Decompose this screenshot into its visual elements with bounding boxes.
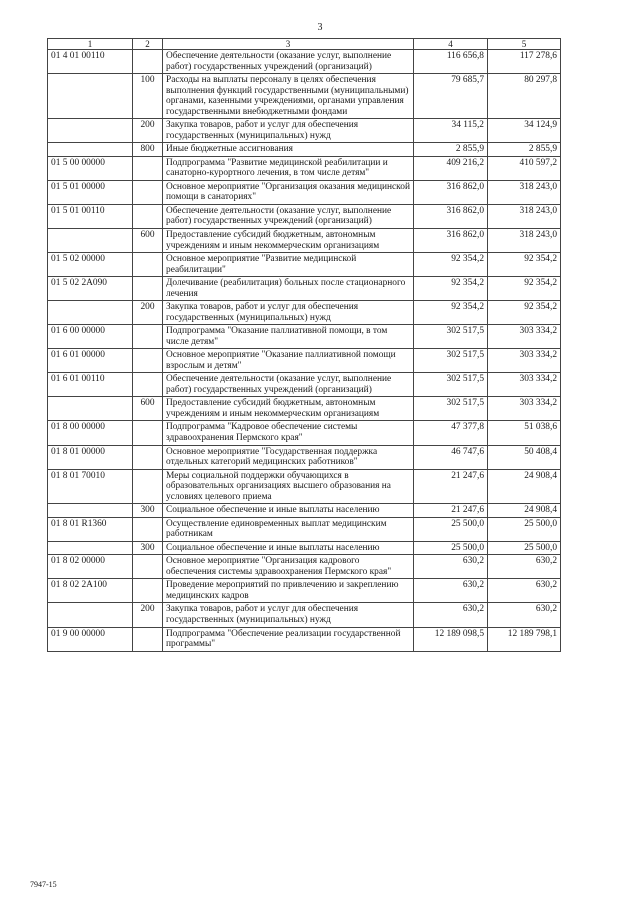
expense-code-cell — [48, 541, 133, 555]
amount-col4-cell: 92 354,2 — [414, 301, 488, 325]
table-row — [48, 603, 561, 627]
table-row — [48, 228, 561, 252]
table-row — [48, 555, 561, 579]
description-cell: Расходы на выплаты персоналу в целях обеспечения выполнения функций государственными (муниципальными) органами, казенными учреждениями, органами управления государственными внебюджетными фондами — [163, 74, 414, 119]
table-row — [48, 517, 561, 541]
expense-code-cell: 01 5 01 00000 — [48, 180, 133, 204]
table-row — [48, 253, 561, 277]
amount-col5-cell: 51 038,6 — [488, 421, 561, 445]
description-cell: Предоставление субсидий бюджетным, автономным учреждениям и иным некоммерческим организациям — [163, 397, 414, 421]
amount-col4-cell: 316 862,0 — [414, 204, 488, 228]
expense-code-cell: 01 5 02 00000 — [48, 253, 133, 277]
expense-code-cell — [48, 143, 133, 157]
description-cell: Подпрограмма "Оказание паллиативной помощи, в том числе детям" — [163, 325, 414, 349]
amount-col5-cell: 12 189 798,1 — [488, 627, 561, 651]
description-cell: Иные бюджетные ассигнования — [163, 143, 414, 157]
description-cell: Закупка товаров, работ и услуг для обеспечения государственных (муниципальных) нужд — [163, 603, 414, 627]
expense-code-cell: 01 8 01 70010 — [48, 469, 133, 504]
amount-col5-cell: 34 124,9 — [488, 119, 561, 143]
footer-code: 7947-15 — [30, 880, 57, 889]
amount-col5-cell: 2 855,9 — [488, 143, 561, 157]
expense-code-cell — [48, 397, 133, 421]
table-row — [48, 469, 561, 504]
expense-type-cell: 200 — [133, 603, 163, 627]
expense-type-cell — [133, 517, 163, 541]
expense-code-cell: 01 8 02 00000 — [48, 555, 133, 579]
expense-type-cell — [133, 180, 163, 204]
amount-col5-cell: 24 908,4 — [488, 504, 561, 518]
description-cell: Основное мероприятие "Государственная поддержка отдельных категорий медицинских работников" — [163, 445, 414, 469]
table-row — [48, 119, 561, 143]
amount-col5-cell: 410 597,2 — [488, 156, 561, 180]
amount-col4-cell: 630,2 — [414, 579, 488, 603]
expense-type-cell — [133, 325, 163, 349]
column-header-1: 1 — [48, 39, 133, 50]
amount-col5-cell: 50 408,4 — [488, 445, 561, 469]
table-row — [48, 349, 561, 373]
expense-type-cell — [133, 469, 163, 504]
amount-col4-cell: 21 247,6 — [414, 469, 488, 504]
amount-col5-cell: 318 243,0 — [488, 228, 561, 252]
column-header-5: 5 — [488, 39, 561, 50]
amount-col5-cell: 303 334,2 — [488, 397, 561, 421]
description-cell: Социальное обеспечение и иные выплаты населению — [163, 541, 414, 555]
amount-col5-cell: 25 500,0 — [488, 541, 561, 555]
table-row — [48, 627, 561, 651]
amount-col5-cell: 25 500,0 — [488, 517, 561, 541]
expense-type-cell: 300 — [133, 504, 163, 518]
expense-type-cell: 200 — [133, 301, 163, 325]
expense-code-cell: 01 6 01 00110 — [48, 373, 133, 397]
expense-code-cell: 01 5 00 00000 — [48, 156, 133, 180]
expense-type-cell — [133, 445, 163, 469]
description-cell: Подпрограмма "Обеспечение реализации государственной программы" — [163, 627, 414, 651]
amount-col5-cell: 92 354,2 — [488, 301, 561, 325]
table-row — [48, 325, 561, 349]
expense-code-cell — [48, 74, 133, 119]
description-cell: Основное мероприятие "Организация оказания медицинской помощи в санаториях" — [163, 180, 414, 204]
amount-col4-cell: 12 189 098,5 — [414, 627, 488, 651]
amount-col4-cell: 630,2 — [414, 555, 488, 579]
amount-col5-cell: 318 243,0 — [488, 204, 561, 228]
expense-code-cell: 01 8 00 00000 — [48, 421, 133, 445]
amount-col4-cell: 2 855,9 — [414, 143, 488, 157]
expense-code-cell — [48, 603, 133, 627]
amount-col5-cell: 92 354,2 — [488, 277, 561, 301]
expense-code-cell: 01 6 00 00000 — [48, 325, 133, 349]
amount-col4-cell: 47 377,8 — [414, 421, 488, 445]
description-cell: Основное мероприятие "Оказание паллиативной помощи взрослым и детям" — [163, 349, 414, 373]
table-row — [48, 143, 561, 157]
amount-col4-cell: 116 656,8 — [414, 50, 488, 74]
column-header-4: 4 — [414, 39, 488, 50]
description-cell: Подпрограмма "Кадровое обеспечение системы здравоохранения Пермского края" — [163, 421, 414, 445]
table-row — [48, 156, 561, 180]
expense-type-cell: 600 — [133, 228, 163, 252]
amount-col5-cell: 630,2 — [488, 603, 561, 627]
expense-type-cell — [133, 277, 163, 301]
budget-table — [47, 38, 561, 652]
expense-type-cell: 100 — [133, 74, 163, 119]
description-cell: Подпрограмма "Развитие медицинской реабилитации и санаторно-курортного лечения, в том числе детям" — [163, 156, 414, 180]
description-cell: Обеспечение деятельности (оказание услуг, выполнение работ) государственных учреждений (организаций) — [163, 204, 414, 228]
expense-type-cell — [133, 50, 163, 74]
expense-code-cell: 01 5 01 00110 — [48, 204, 133, 228]
amount-col4-cell: 79 685,7 — [414, 74, 488, 119]
table-row — [48, 397, 561, 421]
table-row — [48, 421, 561, 445]
expense-type-cell: 600 — [133, 397, 163, 421]
amount-col5-cell: 303 334,2 — [488, 349, 561, 373]
amount-col4-cell: 92 354,2 — [414, 277, 488, 301]
amount-col4-cell: 25 500,0 — [414, 517, 488, 541]
amount-col4-cell: 630,2 — [414, 603, 488, 627]
description-cell: Обеспечение деятельности (оказание услуг, выполнение работ) государственных учреждений (организаций) — [163, 50, 414, 74]
expense-type-cell — [133, 253, 163, 277]
amount-col5-cell: 303 334,2 — [488, 373, 561, 397]
table-row — [48, 74, 561, 119]
table-row — [48, 579, 561, 603]
amount-col4-cell: 46 747,6 — [414, 445, 488, 469]
amount-col4-cell: 409 216,2 — [414, 156, 488, 180]
expense-code-cell: 01 8 01 00000 — [48, 445, 133, 469]
description-cell: Социальное обеспечение и иные выплаты населению — [163, 504, 414, 518]
expense-type-cell — [133, 204, 163, 228]
description-cell: Закупка товаров, работ и услуг для обеспечения государственных (муниципальных) нужд — [163, 301, 414, 325]
expense-code-cell: 01 5 02 2А090 — [48, 277, 133, 301]
expense-type-cell — [133, 349, 163, 373]
table-row — [48, 504, 561, 518]
expense-type-cell — [133, 156, 163, 180]
expense-type-cell — [133, 579, 163, 603]
description-cell: Основное мероприятие "Организация кадрового обеспечения системы здравоохранения Пермского края" — [163, 555, 414, 579]
column-header-2: 2 — [133, 39, 163, 50]
amount-col5-cell: 318 243,0 — [488, 180, 561, 204]
expense-code-cell: 01 6 01 00000 — [48, 349, 133, 373]
table-row — [48, 301, 561, 325]
amount-col5-cell: 303 334,2 — [488, 325, 561, 349]
description-cell: Основное мероприятие "Развитие медицинской реабилитации" — [163, 253, 414, 277]
amount-col4-cell: 316 862,0 — [414, 180, 488, 204]
description-cell: Проведение мероприятий по привлечению и закреплению медицинских кадров — [163, 579, 414, 603]
expense-code-cell: 01 9 00 00000 — [48, 627, 133, 651]
expense-code-cell — [48, 504, 133, 518]
page-number: 3 — [317, 22, 323, 33]
table-row — [48, 180, 561, 204]
amount-col4-cell: 25 500,0 — [414, 541, 488, 555]
expense-type-cell: 300 — [133, 541, 163, 555]
table-row — [48, 541, 561, 555]
expense-type-cell — [133, 627, 163, 651]
amount-col5-cell: 24 908,4 — [488, 469, 561, 504]
table-row — [48, 204, 561, 228]
amount-col4-cell: 302 517,5 — [414, 373, 488, 397]
amount-col4-cell: 302 517,5 — [414, 349, 488, 373]
amount-col5-cell: 92 354,2 — [488, 253, 561, 277]
expense-code-cell — [48, 228, 133, 252]
expense-type-cell — [133, 421, 163, 445]
column-header-3: 3 — [163, 39, 414, 50]
amount-col5-cell: 117 278,6 — [488, 50, 561, 74]
amount-col5-cell: 630,2 — [488, 579, 561, 603]
description-cell: Меры социальной поддержки обучающихся в образовательных организациях высшего образования на условиях целевого приема — [163, 469, 414, 504]
amount-col4-cell: 92 354,2 — [414, 253, 488, 277]
expense-code-cell: 01 8 01 R1360 — [48, 517, 133, 541]
description-cell: Обеспечение деятельности (оказание услуг, выполнение работ) государственных учреждений (организаций) — [163, 373, 414, 397]
table-body — [48, 50, 561, 652]
description-cell: Долечивание (реабилитация) больных после стационарного лечения — [163, 277, 414, 301]
expense-code-cell — [48, 119, 133, 143]
expense-type-cell — [133, 373, 163, 397]
description-cell: Предоставление субсидий бюджетным, автономным учреждениям и иным некоммерческим организациям — [163, 228, 414, 252]
description-cell: Осуществление единовременных выплат медицинским работникам — [163, 517, 414, 541]
amount-col4-cell: 316 862,0 — [414, 228, 488, 252]
amount-col4-cell: 302 517,5 — [414, 325, 488, 349]
amount-col4-cell: 34 115,2 — [414, 119, 488, 143]
table-row — [48, 373, 561, 397]
amount-col4-cell: 21 247,6 — [414, 504, 488, 518]
expense-code-cell: 01 4 01 00110 — [48, 50, 133, 74]
table-header-row — [48, 39, 561, 50]
table-row — [48, 277, 561, 301]
amount-col5-cell: 630,2 — [488, 555, 561, 579]
amount-col5-cell: 80 297,8 — [488, 74, 561, 119]
table-row — [48, 50, 561, 74]
expense-type-cell: 800 — [133, 143, 163, 157]
amount-col4-cell: 302 517,5 — [414, 397, 488, 421]
expense-code-cell — [48, 301, 133, 325]
expense-type-cell: 200 — [133, 119, 163, 143]
description-cell: Закупка товаров, работ и услуг для обеспечения государственных (муниципальных) нужд — [163, 119, 414, 143]
expense-type-cell — [133, 555, 163, 579]
table-row — [48, 445, 561, 469]
expense-code-cell: 01 8 02 2А100 — [48, 579, 133, 603]
